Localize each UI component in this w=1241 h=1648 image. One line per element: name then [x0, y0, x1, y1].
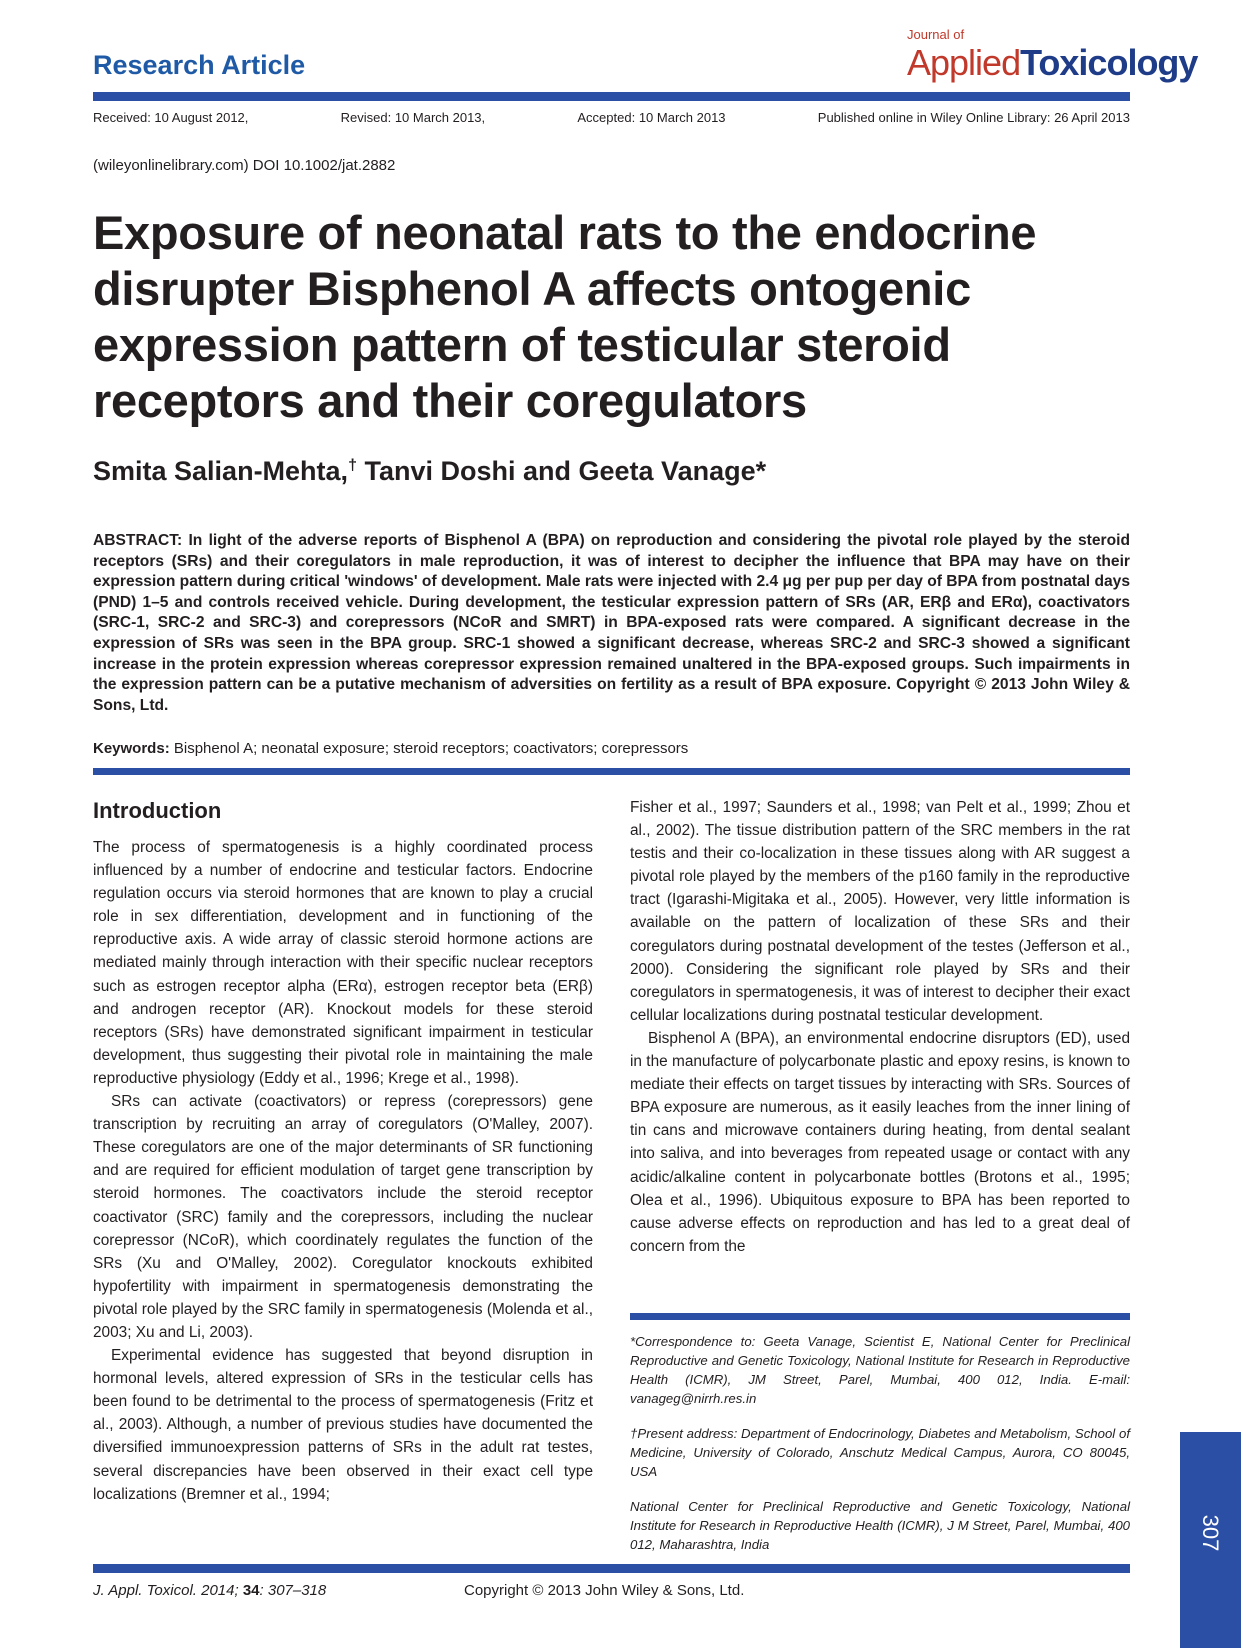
body-column-right	[630, 796, 1130, 1258]
journal-logo	[907, 42, 1197, 84]
published-date: Published online in Wiley Online Library: 26 April 2013	[817, 110, 1130, 125]
section-heading: Introduction	[93, 798, 222, 823]
body-paragraph: Fisher et al., 1997; Saunders et al., 1998; van Pelt et al., 1999; Zhou et al., 2002). The tissue distribution pattern of the SRC members in the rat testis and their co-localization in these tissues along with AR suggest a pivotal role played by the members of the p160 family in the reproductive tract (Igarashi-Migitaka et al., 2005). However, very little information is available on the pattern of localization of these SRs and their coregulators during postnatal development of the testes (Jefferson et al., 2000). Considering the significant role played by SRs and their coregulators in spermatogenesis, it was of interest to decipher their exact cellular localizations during postnatal testicular development.	[630, 799, 1130, 1024]
body-paragraph: SRs can activate (coactivators) or repress (corepressors) gene transcription by recruiting an array of coregulators (O'Malley, 2007). These coregulators are one of the major determinants of SR functioning and are required for efficient modulation of target gene transcription by steroid hormones. The coactivators include the steroid receptor coactivator (SRC) family and the corepressors, including the nuclear corepressor (NCoR), which coordinately regulates the function of the SRs (Xu and O'Malley, 2002). Coregulator knockouts exhibited hypofertility with impairment in spermatogenesis demonstrating the pivotal role played by the SRC family in spermatogenesis (Molenda et al., 2003; Xu and Li, 2003).	[93, 1093, 593, 1341]
citation-journal: J. Appl. Toxicol.	[93, 1582, 197, 1599]
abstract: ABSTRACT: In light of the adverse reports of Bisphenol A (BPA) on reproduction and considering the pivotal role played by the steroid receptors (SRs) and their coregulators in male reproduction, it was of interest to decipher the influence that BPA may have on their expression pattern during critical 'windows' of development. Male rats were injected with 2.4 μg per pup per day of BPA from postnatal days (PND) 1–5 and controls received vehicle. During development, the testicular expression pattern of SRs (AR, ERβ and ERα), coactivators (SRC-1, SRC-2 and SRC-3) and corepressors (NCoR and SMRT) in BPA-exposed rats were compared. A significant decrease in the expression of SRs was seen in the BPA group. SRC-1 showed a significant decrease, whereas SRC-2 and SRC-3 showed a significant increase in the protein expression whereas corepressor expression remained unaltered in the BPA-exposed groups. Such impairments in the expression pattern can be a putative mechanism of adversities on fertility as a result of BPA exposure. Copyright © 2013 John Wiley & Sons, Ltd.	[93, 532, 1130, 714]
journal-logo-applied: Applied	[907, 42, 1021, 83]
keywords-label: Keywords:	[93, 740, 170, 757]
body-paragraph: Bisphenol A (BPA), an environmental endocrine disruptors (ED), used in the manufacture of polycarbonate plastic and epoxy resins, is known to mediate their effects on target tissues by interacting with SRs. Sources of BPA exposure are numerous, as it easily leaches from the inner lining of tin cans and microwave containers during heating, from dental sealant into saliva, and into beverages from repeated usage or contact with any acidic/alkaline content in polycarbonate bottles (Brotons et al., 1995; Olea et al., 1996). Ubiquitous exposure to BPA has been reported to cause adverse effects on reproduction and has led to a great deal of concern from the	[630, 1029, 1130, 1255]
page-number: 307	[1198, 1514, 1223, 1552]
body-column-left	[93, 796, 593, 1506]
accepted-date: Accepted: 10 March 2013	[577, 110, 726, 125]
revised-date: Revised: 10 March 2013,	[340, 110, 486, 125]
received-date: Received: 10 August 2012,	[93, 110, 249, 125]
body-paragraph: Experimental evidence has suggested that beyond disruption in hormonal levels, altered expression of SRs in the testicular cells has been found to be detrimental to the process of spermatogenesis (Fritz et al., 2003). Although, a number of previous studies have documented the diversified immunoexpression patterns of SRs in the adult rat testes, several discrepancies have been observed in their exact cell type localizations (Bremner et al., 1994;	[93, 1347, 593, 1503]
keywords-list: Bisphenol A; neonatal exposure; steroid receptors; coactivators; corepressors	[169, 740, 689, 757]
section-label: Research Article	[93, 50, 306, 80]
copyright-notice: Copyright © 2013 John Wiley & Sons, Ltd.	[464, 1582, 745, 1599]
author-list	[93, 456, 766, 487]
footnote-rule	[630, 1313, 1130, 1320]
keywords	[93, 740, 688, 757]
citation-year: 2014;	[196, 1582, 243, 1599]
footnotes	[630, 1332, 1130, 1570]
citation-volume: 34	[242, 1582, 260, 1599]
citation-pages: : 307–318	[259, 1582, 327, 1599]
affiliation-note: National Center for Preclinical Reproductive and Genetic Toxicology, National Institute for Research in Reproductive Health (ICMR), J M Street, Parel, Mumbai, 400 012, Maharashtra, India	[630, 1499, 1130, 1552]
body-paragraph: The process of spermatogenesis is a highly coordinated process influenced by a number of endocrine and testicular factors. Endocrine regulation occurs via steroid hormones that are known to play a crucial role in sex differentiation, development and in functioning of the reproductive axis. A wide array of classic steroid hormone actions are mediated mainly through interaction with their specific nuclear receptors such as estrogen receptor alpha (ERα), estrogen receptor beta (ERβ) and androgen receptor (AR). Knockout models for these steroid receptors (SRs) have demonstrated significant impairment in testicular development, thus suggesting their pivotal role in maintaining the male reproductive physiology (Eddy et al., 1996; Krege et al., 1998).	[93, 839, 593, 1087]
abstract-rule	[93, 768, 1130, 775]
header-rule	[93, 92, 1130, 101]
article-title: Exposure of neonatal rats to the endocrine disrupter Bisphenol A affects ontogenic expression pattern of testicular steroid receptors and their coregulators	[93, 206, 1037, 427]
author-rest: Tanvi Doshi and Geeta Vanage*	[356, 456, 767, 486]
footer-rule	[93, 1564, 1130, 1573]
doi-link[interactable]: (wileyonlinelibrary.com) DOI 10.1002/jat.2882	[93, 157, 396, 174]
journal-logo-toxicology: Toxicology	[1020, 42, 1198, 83]
article-dates	[93, 110, 1130, 125]
author-first: Smita Salian-Mehta,	[93, 456, 349, 486]
correspondence-note: *Correspondence to: Geeta Vanage, Scientist E, National Center for Preclinical Reproductive and Genetic Toxicology, National Institute for Research in Reproductive Health (ICMR), JM Street, Parel, Mumbai, 400 012, India. E-mail: vanageg@nirrh.res.in	[630, 1334, 1130, 1406]
present-address-note: †Present address: Department of Endocrinology, Diabetes and Metabolism, School of Medicine, University of Colorado, Anschutz Medical Campus, Aurora, CO 80045, USA	[630, 1426, 1130, 1479]
journal-citation	[93, 1582, 326, 1599]
journal-logo-prefix: Journal of	[907, 27, 965, 42]
dagger-mark: †	[348, 457, 357, 474]
